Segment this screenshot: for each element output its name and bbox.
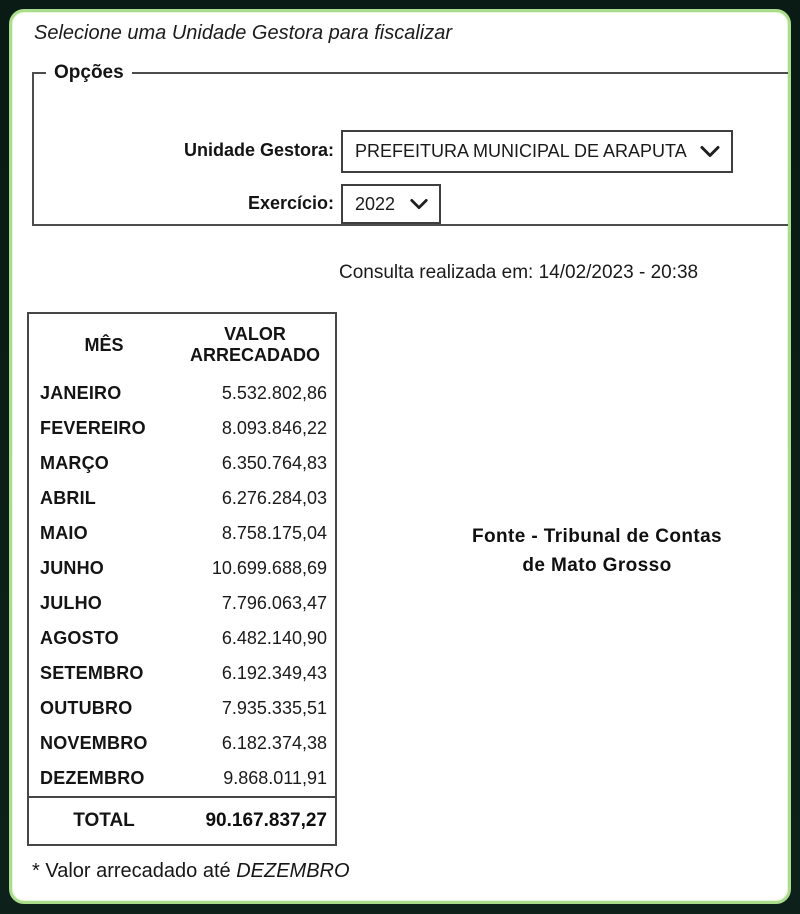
month-cell: JANEIRO xyxy=(40,383,122,403)
table-row xyxy=(29,586,335,621)
value-cell: 6.276.284,03 xyxy=(221,488,327,508)
chevron-down-icon xyxy=(699,145,721,158)
table-header-row xyxy=(29,314,335,376)
month-cell: DEZEMBRO xyxy=(40,768,145,788)
table-total-row xyxy=(29,796,335,844)
unidade-gestora-label: Unidade Gestora: xyxy=(183,140,334,160)
source-attribution: Fonte - Tribunal de Contas de Mato Grosso xyxy=(471,526,722,576)
exercicio-select[interactable] xyxy=(341,184,441,224)
table-body xyxy=(29,376,335,796)
query-timestamp: Consulta realizada em: 14/02/2023 - 20:38 xyxy=(339,262,699,283)
table-row xyxy=(29,726,335,761)
content-panel xyxy=(9,9,791,904)
month-cell: AGOSTO xyxy=(40,628,119,648)
month-cell: MARÇO xyxy=(40,453,109,473)
value-cell: 10.699.688,69 xyxy=(211,558,327,578)
revenue-table xyxy=(27,312,337,846)
value-cell: 6.350.764,83 xyxy=(221,453,327,473)
table-row xyxy=(29,761,335,796)
value-cell: 6.182.374,38 xyxy=(221,733,327,753)
table-row xyxy=(29,551,335,586)
value-cell: 7.796.063,47 xyxy=(221,593,327,613)
table-row xyxy=(29,516,335,551)
exercicio-selected-value: 2022 xyxy=(355,193,396,214)
value-cell: 6.482.140,90 xyxy=(221,628,327,648)
value-cell: 8.758.175,04 xyxy=(221,523,327,543)
table-row xyxy=(29,446,335,481)
page-title: Selecione uma Unidade Gestora para fiscalizar xyxy=(34,22,452,44)
month-cell: FEVEREIRO xyxy=(40,418,146,438)
table-row xyxy=(29,656,335,691)
unidade-gestora-select[interactable] xyxy=(341,130,733,173)
value-cell: 7.935.335,51 xyxy=(221,698,327,718)
value-cell: 8.093.846,22 xyxy=(221,418,327,438)
value-cell: 9.868.011,91 xyxy=(223,768,327,788)
footnote xyxy=(32,860,350,883)
chevron-down-icon xyxy=(409,198,429,210)
month-cell: ABRIL xyxy=(40,488,96,508)
options-legend: Opções xyxy=(54,62,124,83)
month-cell: NOVEMBRO xyxy=(40,733,148,753)
month-cell: JULHO xyxy=(40,593,103,613)
options-fieldset xyxy=(32,62,791,226)
value-column-header: VALOR ARRECADADO xyxy=(190,324,320,365)
unidade-gestora-selected-value: PREFEITURA MUNICIPAL DE ARAPUTA xyxy=(355,141,687,161)
table-row xyxy=(29,691,335,726)
value-cell: 6.192.349,43 xyxy=(221,663,327,683)
month-cell: SETEMBRO xyxy=(40,663,144,683)
value-cell: 5.532.802,86 xyxy=(221,383,327,403)
month-cell: OUTUBRO xyxy=(40,698,133,718)
footnote-text: * Valor arrecadado até xyxy=(32,860,237,882)
table-row xyxy=(29,621,335,656)
table-row xyxy=(29,481,335,516)
month-cell: MAIO xyxy=(40,523,88,543)
total-value: 90.167.837,27 xyxy=(205,810,327,831)
exercicio-label: Exercício: xyxy=(247,193,334,213)
month-column-header: MÊS xyxy=(84,334,124,355)
month-cell: JUNHO xyxy=(40,558,105,578)
table-row xyxy=(29,411,335,446)
total-label: TOTAL xyxy=(73,810,135,831)
table-row xyxy=(29,376,335,411)
footnote-emphasis: DEZEMBRO xyxy=(236,860,350,882)
